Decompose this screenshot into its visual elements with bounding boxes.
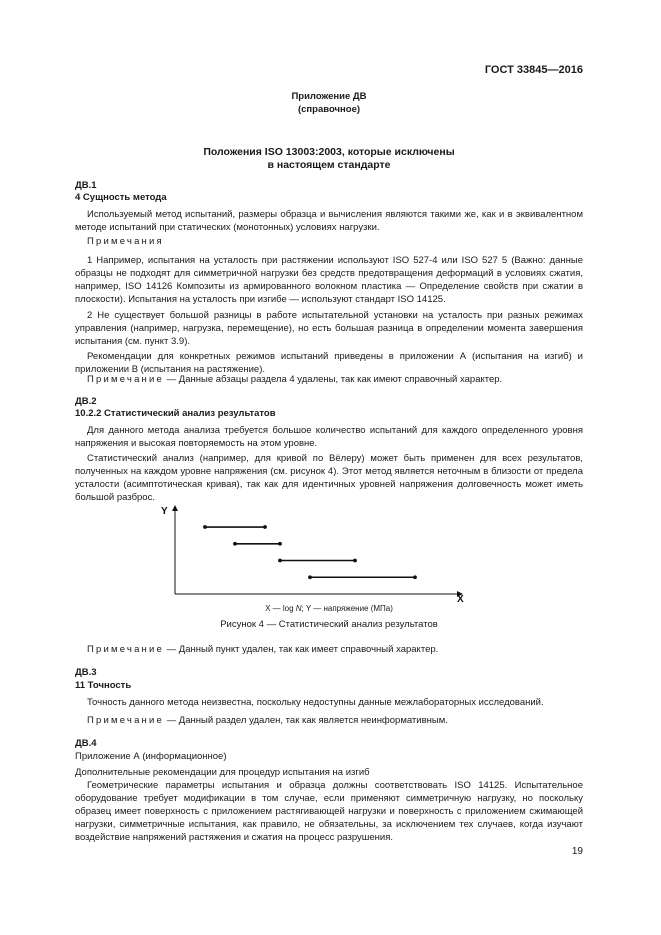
appendix-title: Приложение ДВ	[291, 91, 367, 102]
segment-start-point	[233, 542, 237, 546]
page-number: 19	[571, 846, 583, 857]
dv1-note-2: 2 Не существует большой разницы в работе испытательной установки на усталость при разных режимах управления (например, нагрузка, перемещение), но есть большая разница в определении момента завершения испытания (см. пункт 3.9).	[75, 310, 583, 347]
section-dv3-id: ДВ.3	[75, 667, 97, 678]
figure-4-legend	[75, 604, 583, 613]
y-axis-label: Y	[161, 506, 168, 517]
segment-end-point	[263, 525, 267, 529]
doc-title-line2: в настоящем стандарте	[267, 159, 391, 171]
section-dv4-id: ДВ.4	[75, 738, 97, 749]
segment-end-point	[278, 542, 282, 546]
dv1-final-note	[87, 373, 595, 386]
segment-end-point	[413, 575, 417, 579]
segment-start-point	[203, 525, 207, 529]
figure-4-caption: Рисунок 4 — Статистический анализ результатов	[220, 619, 438, 630]
segment-start-point	[308, 575, 312, 579]
dv1-paragraph-2: Рекомендации для конкретных режимов испытаний приведены в приложении А (испытания на изгиб) и приложении В (испытания на растяжение).	[75, 351, 583, 375]
series-segment-2	[233, 542, 282, 546]
series-segment-3	[278, 559, 357, 563]
dv4-paragraph-1: Геометрические параметры испытания и образца должны соответствовать ISO 14125. Испытательное оборудование требует модификации в том случае, если применяют симметричную нагрузку, но поскольку образец имеет поверхность с приложением растягивающей нагрузки и поверхность с приложением сжимающей нагрузки, симметричные испытания, как правило, не обязательны, за исключением тех случаев, когда изучают воздействие напряжений растяжения и сжатия на процесс разрушения.	[75, 780, 583, 843]
standard-number: ГОСТ 33845—2016	[484, 64, 583, 76]
dv1-final-note-text: — Данные абзацы раздела 4 удалены, так как имеют справочный характер.	[164, 374, 503, 385]
dv4-line-2: Дополнительные рекомендации для процедур испытания на изгиб	[75, 767, 370, 778]
dv1-notes-label: Примечания	[87, 236, 164, 247]
segment-start-point	[278, 559, 282, 563]
dv1-note-1: 1 Например, испытания на усталость при растяжении используют ISO 527-4 или ISO 527 5 (Важно: данные образцы не подходят для симметричной нагрузки без средств предотвращения деформаций в условиях сжатия, например, ISO 14126 Композиты из армированного волокном пластика — Определение свойств при сжатии в плоскости). Испытания на усталость при изгибе — используют стандарт ISO 14125.	[75, 255, 583, 305]
dv2-paragraph-1: Для данного метода анализа требуется большое количество испытаний для каждого определенного уровня напряжения и высокая повторяемость на этом уровне.	[75, 425, 583, 449]
section-dv3-heading: 11 Точность	[75, 680, 132, 691]
legend-rest: ; Y — напряжение (МПа)	[301, 604, 393, 613]
dv1-final-note-label: Примечание	[87, 374, 164, 385]
dv3-final-note-label: Примечание	[87, 715, 164, 726]
dv3-final-note	[87, 714, 595, 727]
x-axis-label: X	[457, 594, 464, 602]
dv4-line-1: Приложение А (информационное)	[75, 751, 227, 762]
dv2-final-note	[87, 643, 595, 656]
section-dv1-id: ДВ.1	[75, 180, 97, 191]
series-segment-1	[203, 525, 267, 529]
segment-end-point	[353, 559, 357, 563]
appendix-subtitle: (справочное)	[297, 104, 361, 115]
section-dv2-heading: 10.2.2 Статистический анализ результатов	[75, 408, 276, 419]
dv2-final-note-text: — Данный пункт удален, так как имеет справочный характер.	[164, 644, 439, 655]
doc-title-line1: Положения ISO 13003:2003, которые исключены	[203, 146, 455, 158]
figure-4-chart	[155, 502, 475, 602]
dv3-paragraph-1: Точность данного метода неизвестна, поскольку недоступны данные межлабораторных исследований.	[87, 697, 544, 708]
legend-x: X — log	[265, 604, 296, 613]
section-dv1-heading: 4 Сущность метода	[75, 192, 167, 203]
series-segment-4	[308, 575, 417, 579]
dv2-final-note-label: Примечание	[87, 644, 164, 655]
dv2-paragraph-2: Статистический анализ (например, для кривой по Вёлеру) может быть применен для всех результатов, полученных на каждом уровне напряжения (см. рисунок 4). Этот метод является неточным в близости от предела усталости (асимптотическая кривая), так как для идентичных уровней напряжения долговечность может иметь большой разброс.	[75, 453, 583, 503]
section-dv2-id: ДВ.2	[75, 396, 97, 407]
dv3-final-note-text: — Данный раздел удален, так как является неинформативным.	[164, 715, 448, 726]
legend-n: N	[295, 604, 302, 613]
dv1-paragraph-1: Используемый метод испытаний, размеры образца и вычисления являются такими же, как и в эквивалентном методе испытаний при статических (монотонных) условиях нагрузки.	[75, 209, 583, 233]
